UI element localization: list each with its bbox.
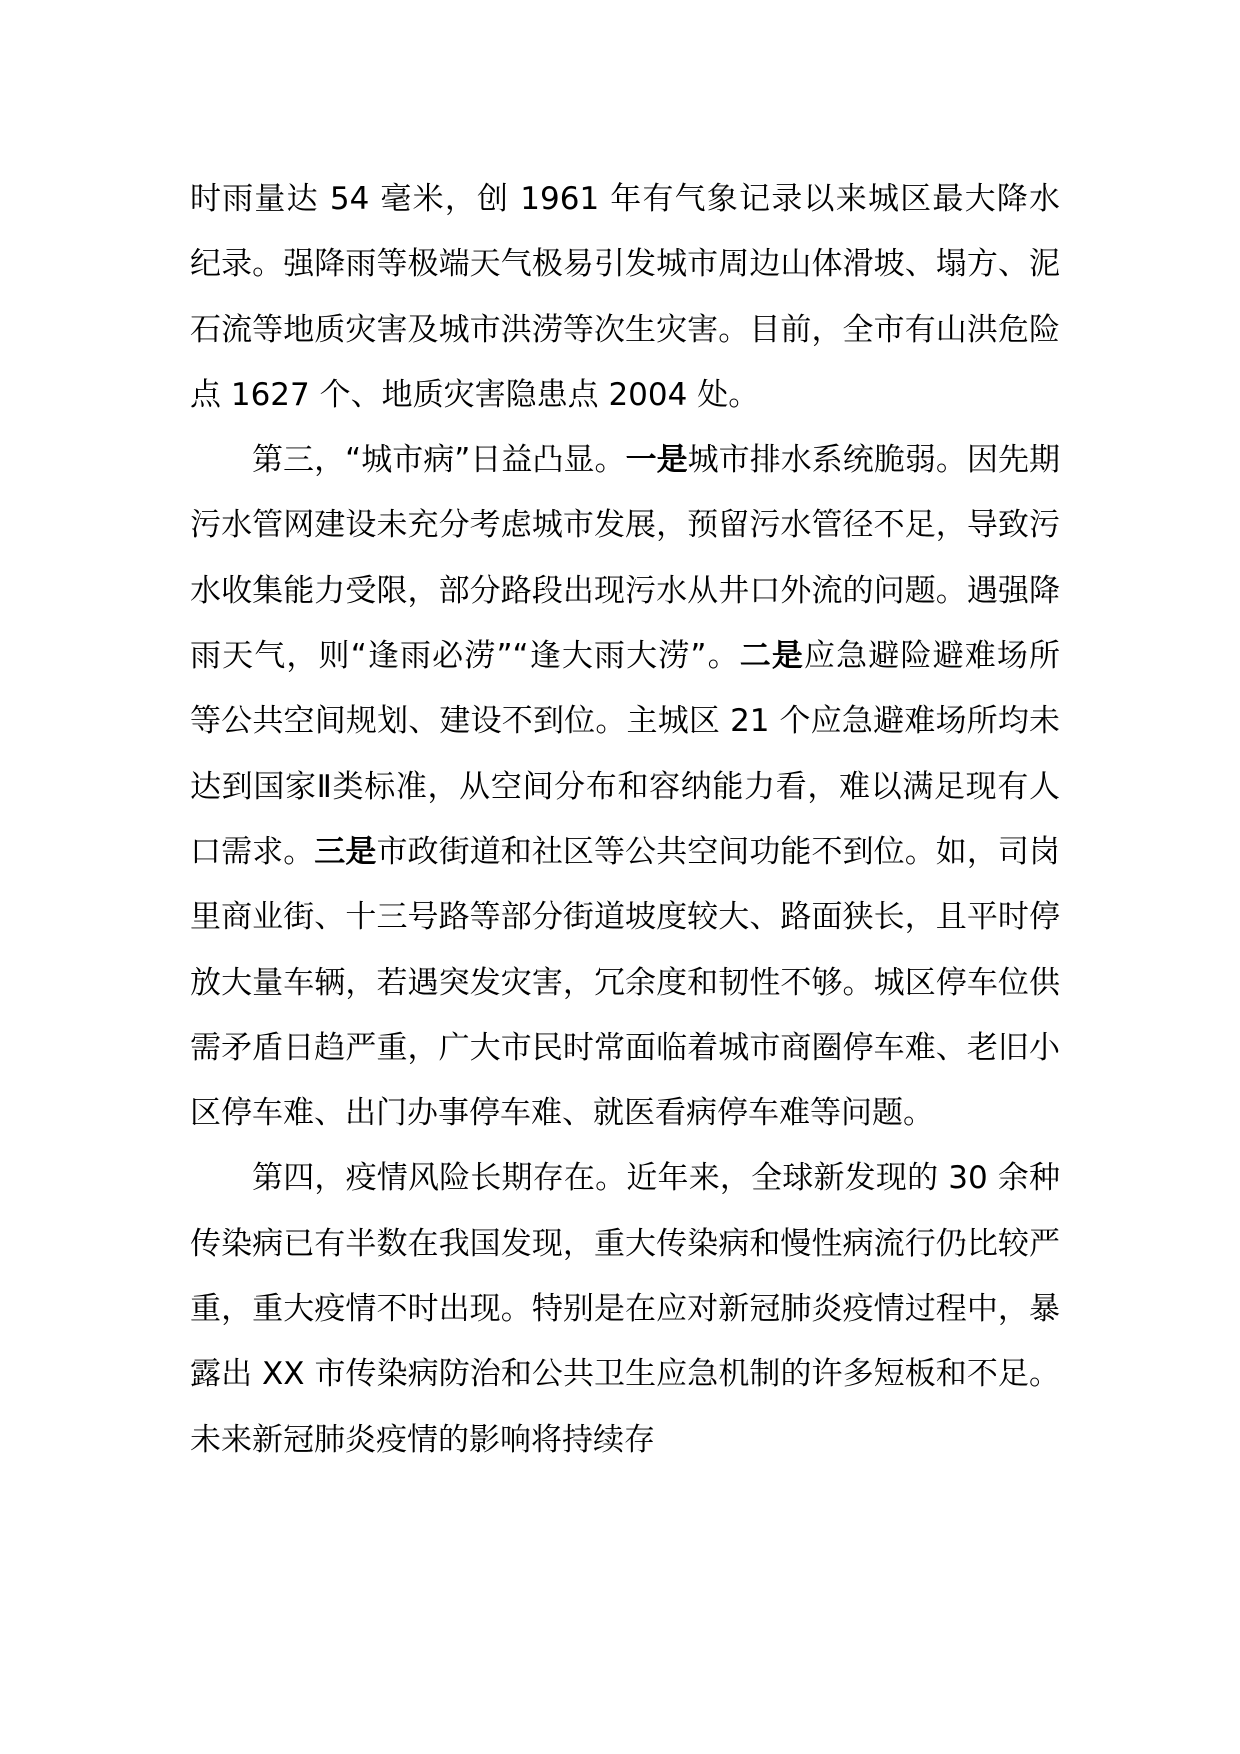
text-run: 应急避险避难场所等公共空间规划、建设不到位。主城区 21 个应急避难场所均未达到国家Ⅱ类标准，从空间分布和容纳能力看，难以满足现有人口需求。	[190, 638, 1061, 870]
bold-marker-second: 二是	[739, 638, 805, 675]
text-run: 第四，疫情风险长期存在。近年来，全球新发现的 30 余种传染病已有半数在我国发现，重大传染病和慢性病流行仍比较严重，重大疫情不时出现。特别是在应对新冠肺炎疫情过程中，暴露出 XX 市传染病防治和公共卫生应急机制的许多短板和不足。未来新冠肺炎疫情的影响将持续存	[190, 1160, 1060, 1458]
text-run: 时雨量达 54 毫米，创 1961 年有气象记录以来城区最大降水纪录。强降雨等极端天气极易引发城市周边山体滑坡、塌方、泥石流等地质灾害及城市洪涝等次生灾害。目前，全市有山洪危险点 1627 个、地质灾害隐患点 2004 处。	[190, 181, 1060, 413]
paragraph-epidemic-risk	[190, 1146, 1060, 1472]
bold-marker-first: 一是	[625, 442, 688, 479]
text-run: 城市排水系统脆弱。因先期污水管网建设未充分考虑城市发展，预留污水管径不足，导致污水收集能力受限，部分路段出现污水从井口外流的问题。遇强降雨天气，则“逢雨必涝”“逢大雨大涝”。	[190, 442, 1061, 675]
paragraph-city-disease	[190, 428, 1060, 1146]
paragraph-weather	[190, 167, 1060, 428]
bold-marker-third: 三是	[314, 833, 377, 870]
body-text	[190, 167, 1060, 1473]
text-run: 第三，“城市病”日益凸显。	[252, 442, 626, 479]
text-run: 市政街道和社区等公共空间功能不到位。如，司岗里商业街、十三号路等部分街道坡度较大、路面狭长，且平时停放大量车辆，若遇突发灾害，冗余度和韧性不够。城区停车位供需矛盾日趋严重，广大市民时常面临着城市商圈停车难、老旧小区停车难、出门办事停车难、就医看病停车难等问题。	[190, 833, 1061, 1132]
